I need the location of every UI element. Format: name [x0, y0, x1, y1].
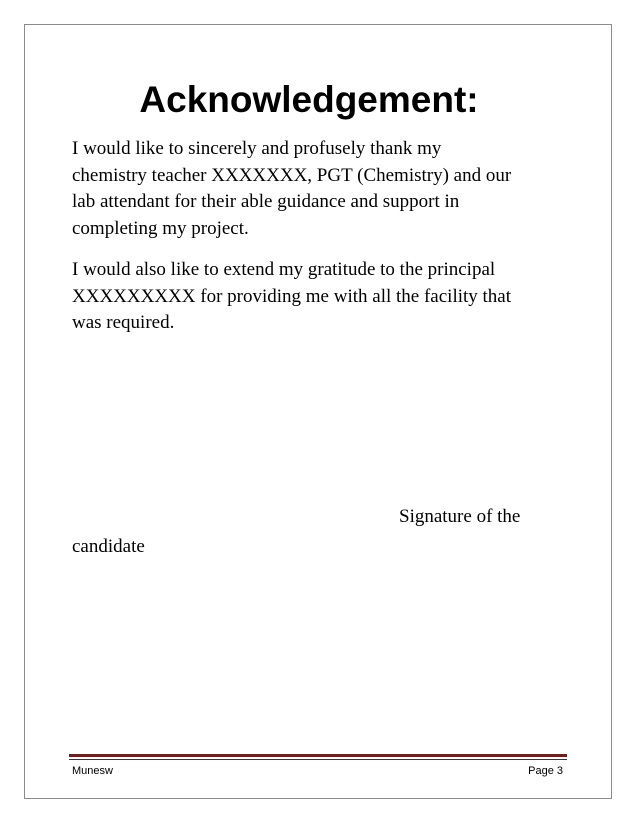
- footer-rule-thin: [69, 759, 567, 760]
- signature-label-continued: candidate: [72, 536, 145, 557]
- acknowledgement-paragraph-1: I would like to sincerely and profusely thank my chemistry teacher XXXXXXX, PGT (Chemistry) and our lab attendant for their able guidance and support in completing my project.: [72, 138, 512, 239]
- page-title-text: Acknowledgement:: [139, 79, 479, 120]
- footer-page-number: Page 3: [528, 765, 563, 777]
- signature-label: Signature of the: [399, 506, 521, 527]
- footer-rule-thick: [69, 754, 567, 757]
- acknowledgement-paragraph-2: I would also like to extend my gratitude to the principal XXXXXXXXX for providing me with all the facility that was required.: [72, 259, 512, 333]
- footer-author: Munesw: [72, 765, 113, 777]
- page-title: [0, 78, 638, 122]
